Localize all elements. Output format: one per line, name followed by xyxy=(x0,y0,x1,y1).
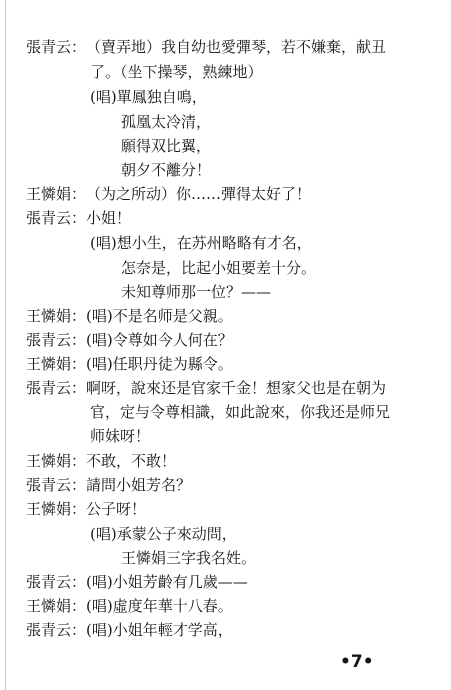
line-text: (唱)小姐年輕才学高， xyxy=(86,621,233,639)
lyric-line: 願得双比翼， xyxy=(121,137,212,155)
lyric-line: 朝夕不離分！ xyxy=(121,161,212,179)
speaker-name: 王憐娟： xyxy=(26,307,87,325)
line-text: （为之所动）你……彈得太好了！ xyxy=(86,185,312,203)
dialogue-line xyxy=(26,378,441,398)
speaker-name: 張青云： xyxy=(26,621,87,639)
speaker-name: 王憐娟： xyxy=(26,355,87,373)
line-text: (唱)小姐芳齡有几歲—— xyxy=(86,573,248,591)
speaker-name: 王憐娟： xyxy=(26,500,87,518)
line-text: 請問小姐芳名？ xyxy=(86,476,192,494)
line-text: (唱)令尊如今人何在？ xyxy=(86,331,233,349)
dialogue-line xyxy=(26,184,441,204)
dialogue-line xyxy=(26,208,441,228)
line-text: 啊呀，說來还是官家千金！想家父也是在朝为 xyxy=(86,379,387,397)
dialogue-line xyxy=(26,354,441,374)
line-text: 小姐！ xyxy=(86,209,132,227)
dialogue-line xyxy=(26,620,441,640)
dialogue-line xyxy=(26,37,441,57)
speaker-name: 張青云： xyxy=(26,573,87,591)
line-text: （賣弄地）我自幼也愛彈琴，若不嫌棄，献丑 xyxy=(86,38,387,56)
line-text: 公子呀！ xyxy=(86,500,147,518)
dialogue-line xyxy=(26,306,441,326)
speaker-name: 王憐娟： xyxy=(26,185,87,203)
dialogue-line xyxy=(26,330,441,350)
speaker-name: 張青云： xyxy=(26,209,87,227)
lyric-line: 孤凰太冷清， xyxy=(121,113,212,131)
lyric-line: 未知尊师那一位？—— xyxy=(121,283,272,301)
line-text: (唱)不是名师是父親。 xyxy=(86,307,233,325)
speaker-name: 王憐娟： xyxy=(26,452,87,470)
line-text: 不敢，不敢！ xyxy=(86,452,177,470)
dialogue-line xyxy=(26,572,441,592)
line-text: (唱)虛度年華十八春。 xyxy=(86,597,233,615)
lyric-line: (唱)單鳳独自鳴， xyxy=(90,88,207,106)
page-number: •7• xyxy=(340,652,374,672)
line-text: (唱)任职丹徒为縣令。 xyxy=(86,355,233,373)
dialogue-line xyxy=(26,499,441,519)
dialogue-line xyxy=(26,596,441,616)
continuation-line: 师妹呀！ xyxy=(90,427,151,445)
continuation-line: 官，定与令尊相識，如此說來，你我还是师兄 xyxy=(90,403,391,421)
dialogue-line xyxy=(26,451,441,471)
speaker-name: 張青云： xyxy=(26,331,87,349)
speaker-name: 張青云： xyxy=(26,476,87,494)
speaker-name: 王憐娟： xyxy=(26,597,87,615)
lyric-line: 怎奈是，比起小姐要差十分。 xyxy=(121,259,317,277)
continuation-line: 了。（坐下操琴，熟練地） xyxy=(90,63,263,81)
lyric-line: 王憐娟三字我名姓。 xyxy=(121,549,257,567)
speaker-name: 張青云： xyxy=(26,38,87,56)
lyric-line: (唱)承蒙公子來动問， xyxy=(90,525,237,543)
lyric-line: (唱)想小生，在苏州略略有才名， xyxy=(90,234,312,252)
speaker-name: 張青云： xyxy=(26,379,87,397)
dialogue-line xyxy=(26,475,441,495)
